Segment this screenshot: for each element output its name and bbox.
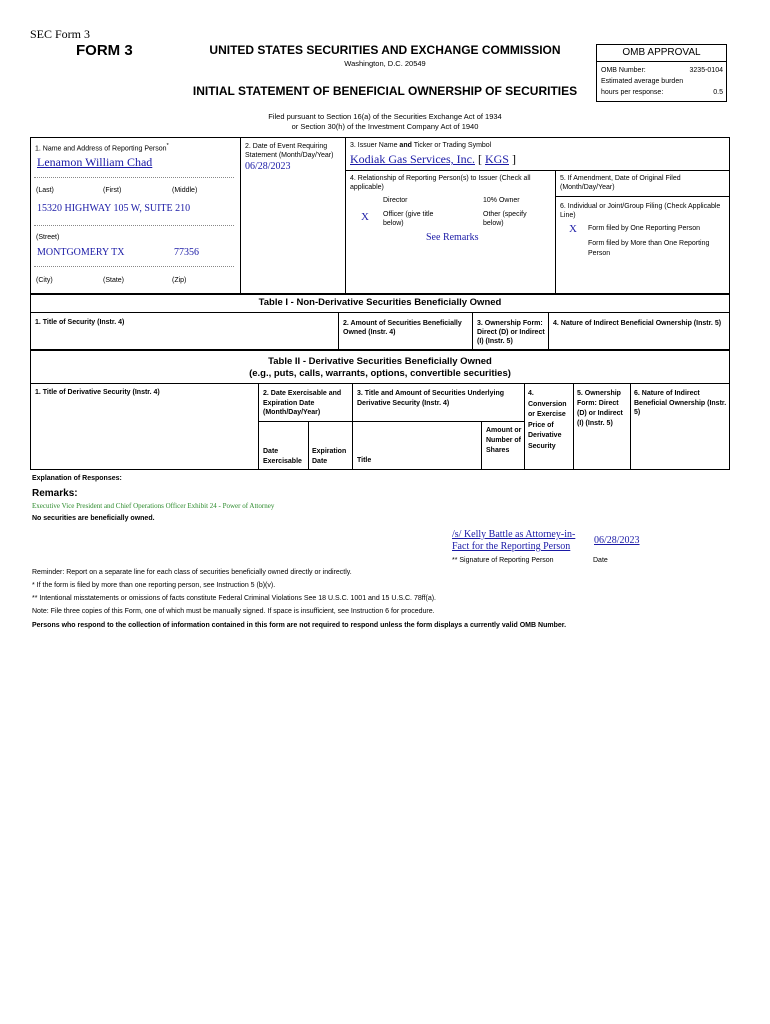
last-label: (Last): [36, 187, 54, 194]
table1-title: Table I - Non-Derivative Securities Beneficially Owned: [258, 297, 502, 308]
table2-col-nature: 6. Nature of Indirect Beneficial Ownership (Instr. 5): [634, 390, 727, 416]
box1-label: 1. Name and Address of Reporting Person*: [35, 143, 169, 153]
box5-label: 5. If Amendment, Date of Original Filed (Month/Day/Year): [560, 175, 681, 191]
omb-number-label: OMB Number:: [601, 67, 646, 74]
omb-number-value: 3235-0104: [689, 67, 723, 74]
omb-hours-label: hours per response:: [601, 89, 664, 96]
one-reporting-person-mark: X: [569, 223, 577, 235]
note-copies: Note: File three copies of this Form, one of which must be manually signed. If space is insufficient, see Instruction 6 for procedure.: [32, 608, 435, 615]
omb-title: OMB APPROVAL: [597, 45, 726, 62]
issuer-name-link[interactable]: Kodiak Gas Services, Inc.: [350, 152, 475, 166]
street-label: (Street): [36, 234, 60, 241]
city-state-value: MONTGOMERY TX: [37, 247, 125, 258]
table1-col-nature: 4. Nature of Indirect Beneficial Ownership (Instr. 5): [553, 320, 722, 327]
table2-col-ownership: 5. Ownership Form: Direct (D) or Indirect (I) (Instr. 5): [577, 390, 623, 427]
sec-form-label: SEC Form 3: [30, 27, 91, 41]
agency-title: UNITED STATES SECURITIES AND EXCHANGE COMMISSION: [209, 43, 561, 57]
statement-title: INITIAL STATEMENT OF BENEFICIAL OWNERSHIP OF SECURITIES: [192, 84, 578, 98]
omb-burden-label: Estimated average burden: [601, 78, 684, 85]
persons-respond-notice: Persons who respond to the collection of information contained in this form are not required to respond unless the form displays a currently valid OMB Number.: [32, 622, 567, 629]
zip-value: 77356: [174, 247, 199, 258]
note-star: * If the form is filed by more than one reporting person, see Instruction 5 (b)(v).: [32, 582, 276, 589]
agency-location: Washington, D.C. 20549: [344, 59, 426, 68]
director-option[interactable]: Director: [383, 197, 408, 204]
signature-link[interactable]: /s/ Kelly Battle as Attorney-in-Fact for the Reporting Person: [452, 529, 576, 552]
table2-subtitle: (e.g., puts, calls, warrants, options, convertible securities): [249, 368, 511, 379]
officer-check-mark: X: [361, 211, 369, 223]
table2-title: Table II - Derivative Securities Beneficially Owned: [268, 356, 492, 367]
table2-sub-date-exercisable: Date Exercisable: [263, 448, 302, 465]
ticker-link[interactable]: KGS: [484, 152, 509, 166]
box2-label: 2. Date of Event Requiring Statement (Month/Day/Year): [245, 143, 334, 159]
date-label: Date: [593, 557, 608, 564]
state-label: (State): [103, 277, 125, 284]
table2-sub-title: Title: [357, 457, 372, 464]
box3-label: 3. Issuer Name and Ticker or Trading Symbol: [350, 142, 492, 149]
reminder-text: Reminder: Report on a separate line for each class of securities beneficially owned directly or indirectly.: [32, 569, 352, 576]
reporting-person-name[interactable]: Lenamon William Chad: [37, 155, 153, 169]
table2-sub-amount: Amount or Number of Shares: [486, 427, 522, 454]
remarks-text: Executive Vice President and Chief Operations Officer Exhibit 24 - Power of Attorney: [32, 502, 275, 510]
first-label: (First): [103, 187, 122, 194]
table1-col-title: 1. Title of Security (Instr. 4): [35, 319, 125, 326]
filed-pursuant-line1: Filed pursuant to Section 16(a) of the Securities Exchange Act of 1934: [268, 112, 502, 121]
see-remarks-link[interactable]: See Remarks: [426, 232, 479, 243]
table2-col-conversion: 4. Conversion or Exercise Price of Derivative Security: [528, 390, 567, 450]
table2-sub-expiration: Expiration Date: [312, 448, 347, 465]
table1-col-amount: 2. Amount of Securities Beneficially Owned (Instr. 4): [343, 320, 462, 336]
filed-pursuant-line2: or Section 30(h) of the Investment Company Act of 1940: [291, 122, 479, 131]
filing-option-more[interactable]: Form filed by More than One Reporting Person: [588, 240, 710, 257]
signature-date: 06/28/2023: [594, 535, 640, 546]
city-label: (City): [36, 277, 53, 284]
box4-label: 4. Relationship of Reporting Person(s) to Issuer (Check all applicable): [350, 175, 531, 191]
address-line: 15320 HIGHWAY 105 W, SUITE 210: [37, 203, 191, 214]
other-option[interactable]: Other (specify below): [483, 211, 527, 227]
issuer-ticker-line: Kodiak Gas Services, Inc. [ KGS ]: [350, 152, 516, 166]
form-title: FORM 3: [76, 42, 133, 59]
no-securities-text: No securities are beneficially owned.: [32, 515, 155, 522]
table2-col-date: 2. Date Exercisable and Expiration Date (Month/Day/Year): [263, 390, 342, 416]
signature-label: ** Signature of Reporting Person: [452, 557, 554, 564]
middle-label: (Middle): [172, 187, 198, 194]
table2-col-underlying: 3. Title and Amount of Securities Underlying Derivative Security (Instr. 4): [357, 390, 505, 407]
officer-option[interactable]: Officer (give title below): [383, 211, 434, 227]
table1-col-ownership: 3. Ownership Form: Direct (D) or Indirect (I) (Instr. 5): [477, 320, 545, 345]
omb-hours-value: 0.5: [713, 89, 723, 96]
omb-approval-box: [596, 44, 727, 102]
note-double-star: ** Intentional misstatements or omissions of facts constitute Federal Criminal Violations See 18 U.S.C. 1001 and 15 U.S.C. 78ff(a).: [32, 595, 436, 602]
filing-option-one[interactable]: Form filed by One Reporting Person: [588, 225, 701, 232]
box6-label: 6. Individual or Joint/Group Filing (Check Applicable Line): [560, 203, 721, 219]
remarks-label: Remarks:: [32, 488, 78, 499]
ten-percent-owner-option[interactable]: 10% Owner: [483, 197, 520, 204]
zip-label: (Zip): [172, 277, 187, 284]
event-date: 06/28/2023: [245, 161, 291, 172]
explanation-label: Explanation of Responses:: [32, 475, 122, 482]
table2-col-title: 1. Title of Derivative Security (Instr. 4): [35, 389, 160, 396]
